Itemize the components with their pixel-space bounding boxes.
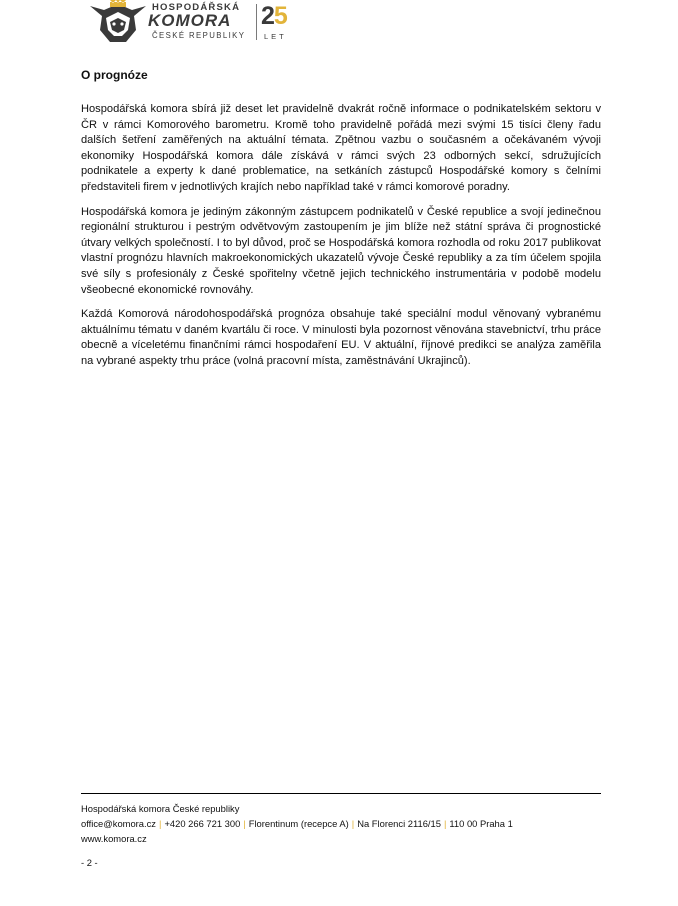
page-number: - 2 - bbox=[81, 857, 98, 868]
anniversary-number bbox=[261, 2, 287, 31]
footer-phone: +420 266 721 300 bbox=[164, 818, 241, 829]
footer-street: Na Florenci 2116/15 bbox=[357, 818, 441, 829]
logo-divider bbox=[256, 4, 257, 40]
anniversary-label: LET bbox=[264, 32, 287, 41]
footer-org-name: Hospodářská komora České republiky bbox=[81, 803, 240, 814]
footer-building: Florentinum (recepce A) bbox=[248, 818, 349, 829]
lion-emblem-icon bbox=[88, 0, 148, 46]
paragraph-2: Hospodářská komora je jediným zákonným zástupcem podnikatelů v České republice a svojí jedinečnou regionální strukturou i pestrým odvětvovým zastoupením je jim blíže než státní správa či prognostické útvary velkých společností. I to byl důvod, proč se Hospodářská komora rozhodla od roku 2017 publikovat vlastní prognózu hlavních makroekonomických ukazatelů vývoje České republiky a za tím účelem spojila své síly s profesionály z České spořitelny včetně jejich technického instrumentária v podobě modelu všeobecné ekonomické rovnováhy. bbox=[81, 205, 601, 296]
page-footer bbox=[81, 801, 621, 846]
footer-separator: | bbox=[159, 818, 162, 829]
footer-email-link[interactable]: office@komora.cz bbox=[81, 818, 156, 829]
footer-separator: | bbox=[443, 818, 447, 829]
anniversary-digit-1: 2 bbox=[261, 2, 274, 30]
logo-text-sub: ČESKÉ REPUBLIKY bbox=[152, 31, 246, 40]
footer-contacts bbox=[81, 816, 621, 831]
paragraph-1: Hospodářská komora sbírá již deset let pravidelně dvakrát ročně informace o podnikatelském sektoru v ČR v rámci Komorového barometru. Kromě toho pravidelně pořádá mezi svými 15 tisíci členy řadu dalších šetření zaměřených na aktuální témata. Zpětnou vazbu o současném a očekávaném vývoji ekonomiky Hospodářská komora dále získává v rámci svých 23 odborných sekcí, sdružujících podnikatele a experty k dané problematice, na setkáních zástupců Hospodářské komory s čelními představiteli firem v jednotlivých krajích nebo například také v rámci komorové poradny. bbox=[81, 103, 601, 193]
footer-website-link[interactable]: www.komora.cz bbox=[81, 833, 147, 844]
anniversary-digit-2: 5 bbox=[273, 2, 287, 30]
footer-divider bbox=[81, 793, 601, 794]
paragraph-3: Každá Komorová národohospodářská prognóza obsahuje také speciální modul věnovaný vybranému aktuálnímu tématu v daném kvartálu či roce. V minulosti byla pozornost věnována stavebnictví, trhu práce obecně a víceletému finančními rámci hospodaření EU. V aktuální, říjnové predikci se analýza zaměřila na vybrané aspekty trhu práce (volná pracovní místa, zaměstnávání Ukrajinců). bbox=[81, 308, 601, 367]
logo-text-main: KOMORA bbox=[148, 11, 232, 30]
footer-city: 110 00 Praha 1 bbox=[449, 818, 513, 829]
section-title: O prognóze bbox=[81, 68, 148, 82]
logo-text-top: HOSPODÁŘSKÁ bbox=[152, 2, 241, 13]
footer-separator: | bbox=[243, 818, 246, 829]
document-body bbox=[81, 68, 601, 379]
chamber-logo bbox=[88, 0, 298, 46]
footer-separator: | bbox=[351, 818, 355, 829]
